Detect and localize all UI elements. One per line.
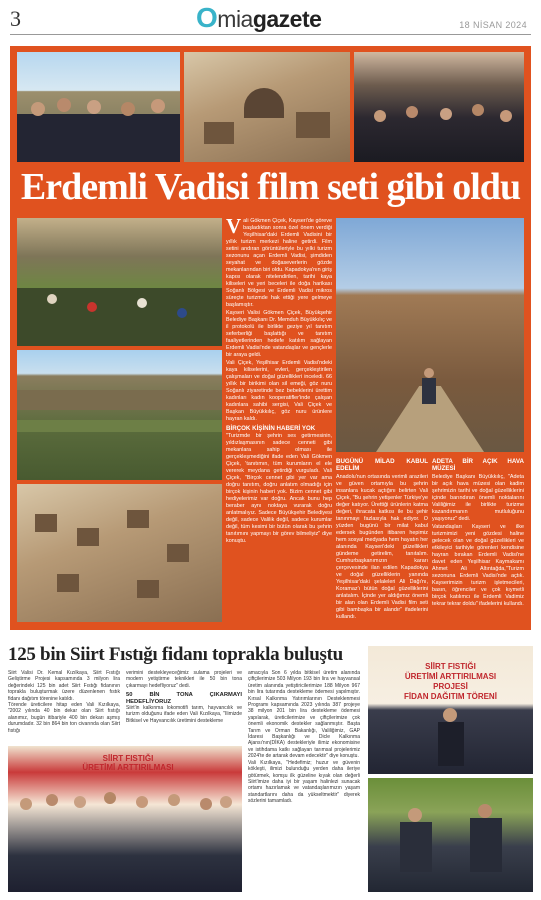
bcol3-para-1: amacıyla Son 6 yılda bitkisel üretim alanında çiftçilerimize 503 Milyon 193 bin lira ve hayvansal üretim alanında yetiştiricilerimize 188 Milyon 967 bin lira tutarında destekleme ödemesi yapılmıştır. Kırsal Kalkınma Yatırımlarının Desteklenmesi Programı kapsamında 2023 yılında 387 projeye 38 milyon 201 bin lira destekleme ödemesi yapılarak, üreticilerimize ve çiftçilerimize çok önemli ekonomik destekler sağlanmıştır. Başta Tarım ve Orman Bakanlığı, Valiliğimiz, GAP İdaresi Başkanlığı ve Dicle Kalkınma Ajansı'nın(DİKA) destekleriyle ilimiz ekonomisine ve istihdama katkı sağlayan tarımsal projelerimiz 2024'te de artarak devam edecektir" diye konuştu. xyxy=(248,670,360,760)
photo-valley xyxy=(17,350,222,480)
photo-rock-carvings xyxy=(184,52,350,162)
photo-crowd-landscape xyxy=(17,52,180,162)
col2-para-1: "Turizmde bir şehrin ses getirmesinin, yıldızlaşmasının sadece cenneti gibi mekanlara sahip olması ile gerçekleşmediğini ifade eden Vali Gökmen Çiçek, 'tanıtımın, tüm kurumların el ele vererek meydana getirdiği vurguladı. Vali Çiçek, "Birçok cennet gibi yer var ama doğru tanıtım, doğru anlatım olmadığı için birçok kişinin haberi yok. Bizim cennet gibi hediyelerimiz var doğru. Ancak bunu hep beraber aynı noktaya vurarak doğru anlatmalıyız. Sadece Büyükşehir Belediyesi değil, sadece Valilik değil, sadece kurumlar değil, tüm kesimi bir bütün olarak bu şehrin tanıtımını yapmayı bir görev bilmeliyiz" diye konuştu. xyxy=(226,433,332,545)
bcol2-para-2: Siirt'in kalkınma lokomotifi tarım, hayvancılık ve turizm olduğunu ifade eden Vali Kızılkaya, "Ilimizde Bitkisel ve Hayvancılık üretimini destekleme xyxy=(126,705,242,724)
newspaper-logo xyxy=(196,2,321,34)
feature-headline: Erdemli Vadisi film seti gibi oldu xyxy=(20,166,521,208)
banner-text-2 xyxy=(68,754,188,772)
banner1-line-1: SİİRT FISTIĞI xyxy=(425,662,476,671)
subhead-3: ADETA BİR AÇIK HAVA MÜZESİ xyxy=(432,458,524,473)
bottom-subhead-1: 50 BİN TONA ÇIKARMAYI HEDEFLİYORUZ xyxy=(126,692,242,705)
page-number: 3 xyxy=(10,6,21,31)
photo-cliff-path xyxy=(336,218,524,452)
issue-date: 18 NİSAN 2024 xyxy=(459,20,527,30)
bcol1-para-1: Siirt Valisi Dr. Kemal Kızılkaya, Siirt Fıstığı Geliştirme Projesi kapsamında 3 milyon lira değerindeki 125 bin adet Siirt Fıstığı fidanının toprakla buluşturmak üzere düzenlenen fıstık fidanı dağıtım törenine katıldı. xyxy=(8,670,120,702)
col1-para-1: ali Gökmen Çiçek, Kayseri'de göreve başladıktan sonra özel önem verdiği Yeşilhisar'daki Erdemli Vadisini bir yıllık turizm merkezi haline getirdi. Film setini andıran görüntüleriyle bu yılki turizm sezonunu açan Erdemli Vadisi, şimdiden seyahat ve doğaseverlerin gözde mekanlarından biri oldu. Kapadokya'nın giriş kapısı olarak nitelendirilen, tarihi kaya kiliseleri ve yeri beceleri ile doğa harikası Soğanlı Bölgesi ve Erdemli Vadisi mikros süreçte turizmde hak ettiği yere gelmeye başlamıştır. xyxy=(226,218,332,308)
photo-picnic-crowd xyxy=(17,218,222,346)
photo-podium-speech xyxy=(368,646,533,774)
feature-column-3 xyxy=(336,456,428,622)
feature-section xyxy=(10,46,531,630)
bottom-column-2 xyxy=(126,670,242,740)
banner-text-1 xyxy=(378,662,523,702)
bottom-column-1 xyxy=(8,670,120,740)
logo-mia: mia xyxy=(217,6,253,32)
bottom-column-3 xyxy=(248,670,360,892)
header-divider xyxy=(10,34,531,35)
bcol2-para-1: verimini destekleyeceğimiz sulama projeleri ve modern yetiştirme teknikleri ile 50 bin tona çıkarmayı hedefliyoruz" dedi. xyxy=(126,670,242,689)
dropcap: V xyxy=(226,214,242,238)
banner1-line-2: ÜRETİMİ ARTTIRILMASI xyxy=(404,672,497,681)
banner1-line-3: PROJESİ xyxy=(433,682,468,691)
bcol1-para-2: Törende üreticilere hitap eden Vali Kızılkaya, "2002 yılında 40 bin dekar olan Siirt fıstığı alanımız, bugün itibariyle 400 bin dekarı aşmış durumdadır. 32 bin 864 bin ton civarında olan Siirt fıstığı xyxy=(8,702,120,734)
photo-cave-dwellings xyxy=(17,484,222,622)
banner2-line-1: SİİRT FISTIĞI xyxy=(102,754,154,763)
logo-o: O xyxy=(196,2,218,33)
banner1-line-4: FİDAN DAĞITIM TÖRENİ xyxy=(404,692,497,701)
bottom-headline: 125 bin Siirt Fıstığı fidanı toprakla buluştu xyxy=(8,644,343,665)
col1-para-2: Kayseri Valisi Gökmen Çiçek, Büyükşehir Belediye Başkanı Dr. Memduh Büyükkılıç ve il protokolü ile birlikte geziye yıl tanıtım seferberliği başlattığı ve tanıtım faaliyetlerinden hedefe katılım sağlayan Erdemli Vadisi'nde vatandaşlar ve gençlerle bir araya geldi. xyxy=(226,310,332,358)
logo-gazete: gazete xyxy=(252,6,322,32)
subhead-1: BİRÇOK KİŞİNİN HABERİ YOK xyxy=(226,425,316,432)
col3-para-1: Anadolu'nun ortasında verimli arazileri ve güven ortamıyla bu şehrin insanlara kucak açtığını belirten Vali Çiçek, "Bu şehrin yetişenler Türkiye'ye değer katıyor. Ürettiği ürünlerin katma değeri, ihracata katkısı ile bu şehir tanınmayı fazlasıyla hak ediyor. O yüzden bugünü bir milat kabul edersek bugünden itibaren hepimiz hem sosyal medyada hem hayatın her alanında Kayseri'deki güzellikleri gündeme getirelim, tanıtalım. Cumhurbaşkanımızın kararı çerçevesinde ilan edilen Kapadokya ve doğal güzelliklerin yanında Yeşilhisar'daki şelaleleri Ali Dağı'nı, Koramaz'ı bütün doğal güzelliklerini anlatalım. İçinde yer aldığımız önemli bir alan olan Erdemli Vadisi film seti gibi bambaşka bir alandır" ifadelerini kullandı. xyxy=(336,473,428,620)
feature-column-4 xyxy=(432,456,524,622)
col4-para-2: Vatandaşları Kayseri ve ilke turizmimizi yeni gözdesi haline gelecek olan ve doğal güzellikleri ve etkileyici tarihiyle görenleri kendisine hayran bırakan Erdemli Vadisi'ne davet eden Yeşilhisar Kaymakamı Ahmet Ali Altıntağda,"Turizm sezonuna Erdemli Vadisi'nde açtık. Kayserimizin turizm işletmecileri, basın, öğrenciler ve çok kıymetli birçok katılımcı ile Erdemli Vadimiz tekrar tekrar doldu" ifadelerini kullandı. xyxy=(432,523,524,607)
bcol3-para-2: Vali Kızılkaya, "Hedefimiz; huzur ve güvenin kökleşti, ilimizi bulunduğu yerden daha ileriye götürmek, komşu ilk güzeline kıyak olan değerli Siirt'imize daha iyi bir yaşam halinlezi sunacak ortamı hazırlamak ve vatandaşlarımızın yaşam standartlarını daha da yükseltmektir" diyerek sözlerini tamamladı. xyxy=(248,759,360,805)
subhead-2: BUGÜNÜ MİLAD KABUL EDELİM xyxy=(336,458,428,473)
photo-ceremony-group xyxy=(8,746,242,892)
feature-column-1 xyxy=(226,214,332,622)
photo-tree-planting xyxy=(368,778,533,892)
photo-audience xyxy=(354,52,524,162)
col4-para-1: Belediye Başkanı Büyükkılıç, "Adeta bir açık hava müzesi olan kadim şehrimizin tarihi ve doğal güzelliklerini içinde barındıran önemli noktalarını Valiliğimiz ile birlikte turizme kazandırmanın mutluluğunu yaşıyoruz" dedi. xyxy=(432,473,524,522)
banner2-line-2: ÜRETİMİ ARTTIRILMASI xyxy=(82,763,174,772)
col1-para-3: Vali Çiçek, Yeşilhisar Erdemli Vadisi'ndeki kaya kiliselerini, evleri, gerçekleştirilen çalışmaları ve doğal güzellikleri inceledi. 66 yıllık bir birikimi olan sil emeği, göz nuru Soğanlı ziyaretinde bez bebeklerini ürettim kadınları kadın kooperatifler'inde çalışan kadınlara sahibi sergisi, Vali Çiçek ve Başkan Büyükkılıç, göz nuru ürünlere hayran kaldı. xyxy=(226,360,332,422)
